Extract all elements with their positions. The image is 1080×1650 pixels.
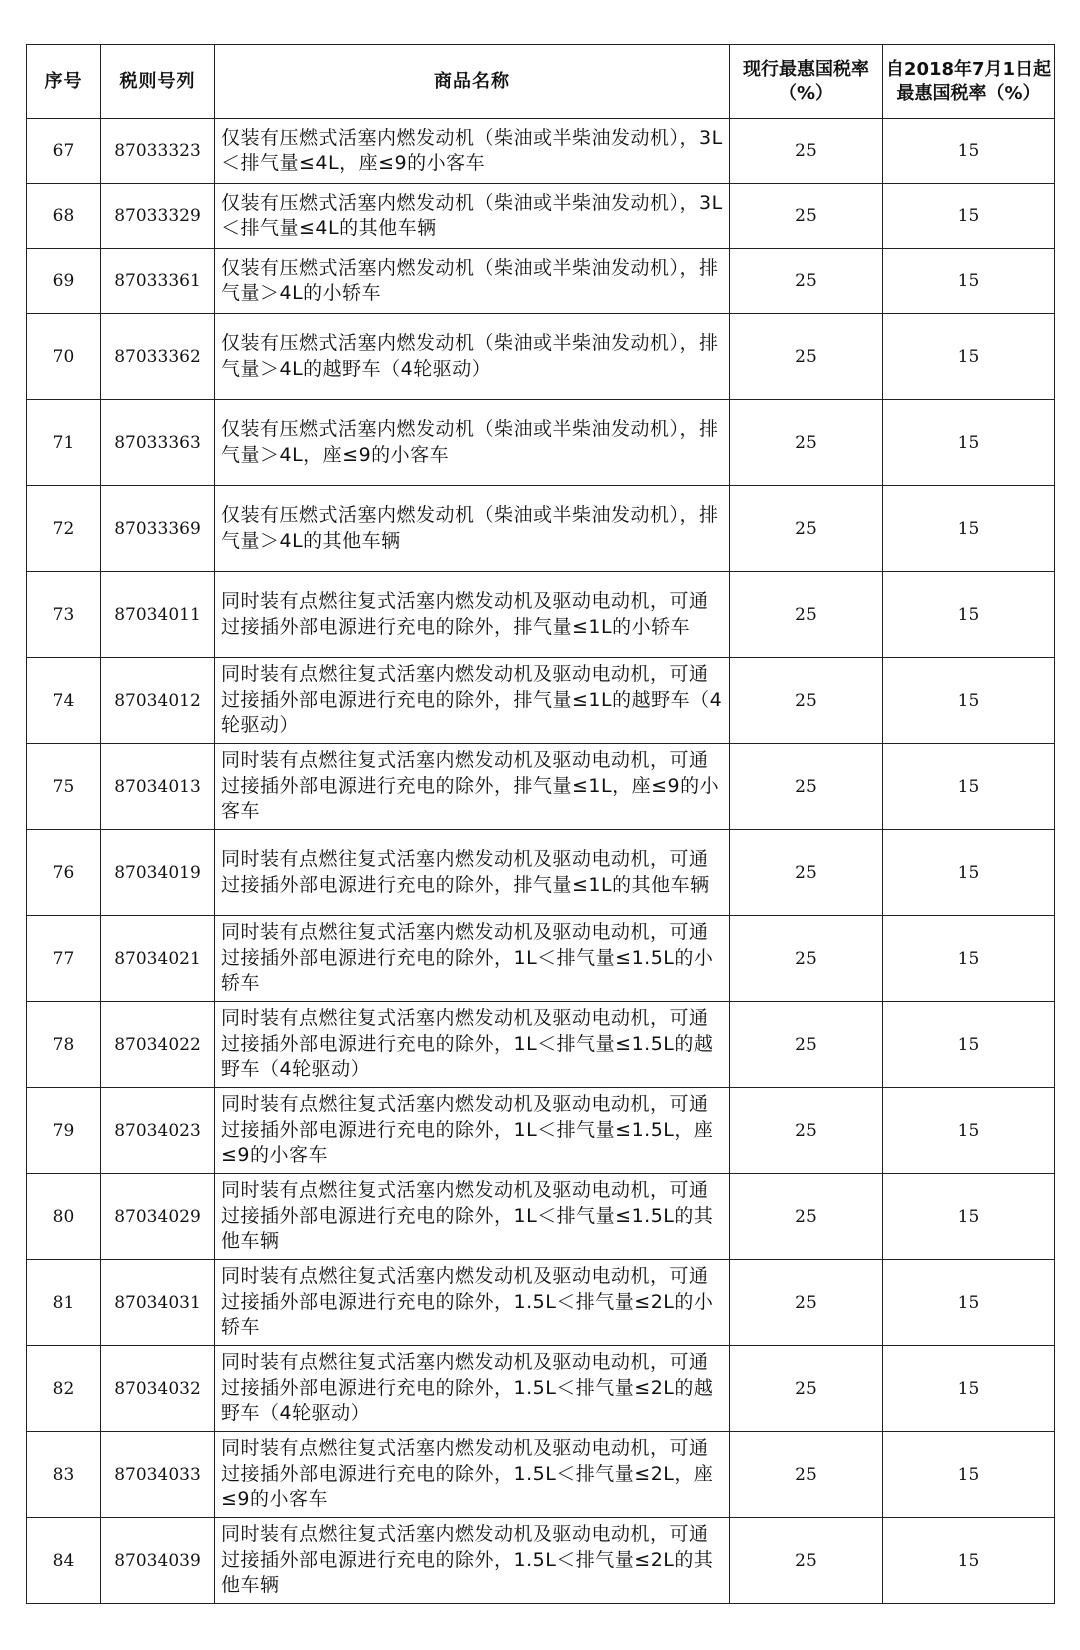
cell-new-rate: 15 <box>883 314 1055 400</box>
cell-seq: 70 <box>27 314 101 400</box>
header-tariff-code: 税则号列 <box>101 45 215 119</box>
cell-tariff-code: 87033361 <box>101 249 215 314</box>
cell-product-name: 同时装有点燃往复式活塞内燃发动机及驱动电动机，可通过接插外部电源进行充电的除外，排气量≤1L，座≤9的小客车 <box>215 744 730 830</box>
cell-current-rate: 25 <box>730 572 883 658</box>
cell-product-name: 同时装有点燃往复式活塞内燃发动机及驱动电动机，可通过接插外部电源进行充电的除外，1.5L＜排气量≤2L的其他车辆 <box>215 1518 730 1604</box>
cell-new-rate: 15 <box>883 1002 1055 1088</box>
cell-seq: 74 <box>27 658 101 744</box>
table-row <box>27 119 1055 184</box>
cell-tariff-code: 87034021 <box>101 916 215 1002</box>
cell-tariff-code: 87034023 <box>101 1088 215 1174</box>
cell-product-name: 同时装有点燃往复式活塞内燃发动机及驱动电动机，可通过接插外部电源进行充电的除外，1L＜排气量≤1.5L的小轿车 <box>215 916 730 1002</box>
cell-current-rate: 25 <box>730 486 883 572</box>
cell-new-rate: 15 <box>883 184 1055 249</box>
cell-new-rate: 15 <box>883 1432 1055 1518</box>
cell-product-name: 同时装有点燃往复式活塞内燃发动机及驱动电动机，可通过接插外部电源进行充电的除外，1L＜排气量≤1.5L，座≤9的小客车 <box>215 1088 730 1174</box>
cell-new-rate: 15 <box>883 249 1055 314</box>
cell-seq: 77 <box>27 916 101 1002</box>
cell-tariff-code: 87034029 <box>101 1174 215 1260</box>
cell-tariff-code: 87034011 <box>101 572 215 658</box>
cell-product-name: 同时装有点燃往复式活塞内燃发动机及驱动电动机，可通过接插外部电源进行充电的除外，1.5L＜排气量≤2L，座≤9的小客车 <box>215 1432 730 1518</box>
cell-current-rate: 25 <box>730 830 883 916</box>
cell-new-rate: 15 <box>883 744 1055 830</box>
cell-tariff-code: 87034019 <box>101 830 215 916</box>
cell-new-rate: 15 <box>883 1518 1055 1604</box>
cell-current-rate: 25 <box>730 1432 883 1518</box>
cell-seq: 80 <box>27 1174 101 1260</box>
cell-product-name: 仅装有压燃式活塞内燃发动机（柴油或半柴油发动机），3L＜排气量≤4L的其他车辆 <box>215 184 730 249</box>
cell-current-rate: 25 <box>730 249 883 314</box>
cell-current-rate: 25 <box>730 658 883 744</box>
cell-product-name: 仅装有压燃式活塞内燃发动机（柴油或半柴油发动机），3L＜排气量≤4L，座≤9的小客车 <box>215 119 730 184</box>
table-row <box>27 658 1055 744</box>
cell-seq: 75 <box>27 744 101 830</box>
cell-product-name: 同时装有点燃往复式活塞内燃发动机及驱动电动机，可通过接插外部电源进行充电的除外，1.5L＜排气量≤2L的小轿车 <box>215 1260 730 1346</box>
table-row <box>27 486 1055 572</box>
cell-seq: 72 <box>27 486 101 572</box>
cell-tariff-code: 87034031 <box>101 1260 215 1346</box>
cell-seq: 69 <box>27 249 101 314</box>
table-header-row <box>27 45 1055 119</box>
cell-tariff-code: 87034033 <box>101 1432 215 1518</box>
cell-new-rate: 15 <box>883 486 1055 572</box>
cell-new-rate: 15 <box>883 119 1055 184</box>
table-row <box>27 249 1055 314</box>
cell-new-rate: 15 <box>883 400 1055 486</box>
cell-current-rate: 25 <box>730 1518 883 1604</box>
cell-seq: 79 <box>27 1088 101 1174</box>
cell-current-rate: 25 <box>730 400 883 486</box>
cell-tariff-code: 87034032 <box>101 1346 215 1432</box>
cell-new-rate: 15 <box>883 658 1055 744</box>
cell-seq: 71 <box>27 400 101 486</box>
cell-tariff-code: 87033323 <box>101 119 215 184</box>
cell-current-rate: 25 <box>730 1260 883 1346</box>
cell-new-rate: 15 <box>883 916 1055 1002</box>
cell-new-rate: 15 <box>883 1260 1055 1346</box>
cell-current-rate: 25 <box>730 916 883 1002</box>
cell-seq: 82 <box>27 1346 101 1432</box>
cell-seq: 67 <box>27 119 101 184</box>
cell-tariff-code: 87033369 <box>101 486 215 572</box>
cell-current-rate: 25 <box>730 744 883 830</box>
table-row <box>27 1002 1055 1088</box>
cell-new-rate: 15 <box>883 830 1055 916</box>
cell-seq: 68 <box>27 184 101 249</box>
header-product-name: 商品名称 <box>215 45 730 119</box>
table-row <box>27 1432 1055 1518</box>
tariff-table <box>26 44 1055 1604</box>
cell-product-name: 仅装有压燃式活塞内燃发动机（柴油或半柴油发动机），排气量＞4L的越野车（4轮驱动） <box>215 314 730 400</box>
cell-current-rate: 25 <box>730 184 883 249</box>
cell-seq: 73 <box>27 572 101 658</box>
cell-current-rate: 25 <box>730 119 883 184</box>
table-row <box>27 1260 1055 1346</box>
table-row <box>27 400 1055 486</box>
cell-new-rate: 15 <box>883 1174 1055 1260</box>
cell-current-rate: 25 <box>730 314 883 400</box>
cell-current-rate: 25 <box>730 1174 883 1260</box>
cell-new-rate: 15 <box>883 572 1055 658</box>
cell-tariff-code: 87033329 <box>101 184 215 249</box>
cell-product-name: 同时装有点燃往复式活塞内燃发动机及驱动电动机，可通过接插外部电源进行充电的除外，1L＜排气量≤1.5L的越野车（4轮驱动） <box>215 1002 730 1088</box>
cell-tariff-code: 87034022 <box>101 1002 215 1088</box>
cell-seq: 84 <box>27 1518 101 1604</box>
cell-new-rate: 15 <box>883 1346 1055 1432</box>
cell-current-rate: 25 <box>730 1346 883 1432</box>
table-row <box>27 830 1055 916</box>
cell-current-rate: 25 <box>730 1002 883 1088</box>
table-row <box>27 1174 1055 1260</box>
cell-seq: 78 <box>27 1002 101 1088</box>
table-row <box>27 1346 1055 1432</box>
cell-current-rate: 25 <box>730 1088 883 1174</box>
cell-product-name: 同时装有点燃往复式活塞内燃发动机及驱动电动机，可通过接插外部电源进行充电的除外，1L＜排气量≤1.5L的其他车辆 <box>215 1174 730 1260</box>
cell-tariff-code: 87033362 <box>101 314 215 400</box>
cell-product-name: 仅装有压燃式活塞内燃发动机（柴油或半柴油发动机），排气量＞4L的其他车辆 <box>215 486 730 572</box>
header-seq: 序号 <box>27 45 101 119</box>
table-row <box>27 916 1055 1002</box>
table-row <box>27 744 1055 830</box>
cell-tariff-code: 87034013 <box>101 744 215 830</box>
cell-new-rate: 15 <box>883 1088 1055 1174</box>
cell-seq: 81 <box>27 1260 101 1346</box>
table-row <box>27 1088 1055 1174</box>
cell-product-name: 同时装有点燃往复式活塞内燃发动机及驱动电动机，可通过接插外部电源进行充电的除外，排气量≤1L的小轿车 <box>215 572 730 658</box>
cell-product-name: 同时装有点燃往复式活塞内燃发动机及驱动电动机，可通过接插外部电源进行充电的除外，排气量≤1L的其他车辆 <box>215 830 730 916</box>
cell-tariff-code: 87034039 <box>101 1518 215 1604</box>
cell-product-name: 同时装有点燃往复式活塞内燃发动机及驱动电动机，可通过接插外部电源进行充电的除外，1.5L＜排气量≤2L的越野车（4轮驱动） <box>215 1346 730 1432</box>
table-row <box>27 1518 1055 1604</box>
table-row <box>27 184 1055 249</box>
header-current-mfn-rate: 现行最惠国税率（%） <box>730 45 883 119</box>
table-row <box>27 314 1055 400</box>
header-new-mfn-rate: 自2018年7月1日起最惠国税率（%） <box>883 45 1055 119</box>
cell-seq: 76 <box>27 830 101 916</box>
cell-tariff-code: 87034012 <box>101 658 215 744</box>
cell-product-name: 仅装有压燃式活塞内燃发动机（柴油或半柴油发动机），排气量＞4L的小轿车 <box>215 249 730 314</box>
cell-product-name: 仅装有压燃式活塞内燃发动机（柴油或半柴油发动机），排气量＞4L，座≤9的小客车 <box>215 400 730 486</box>
cell-product-name: 同时装有点燃往复式活塞内燃发动机及驱动电动机，可通过接插外部电源进行充电的除外，排气量≤1L的越野车（4轮驱动） <box>215 658 730 744</box>
table-row <box>27 572 1055 658</box>
cell-tariff-code: 87033363 <box>101 400 215 486</box>
cell-seq: 83 <box>27 1432 101 1518</box>
